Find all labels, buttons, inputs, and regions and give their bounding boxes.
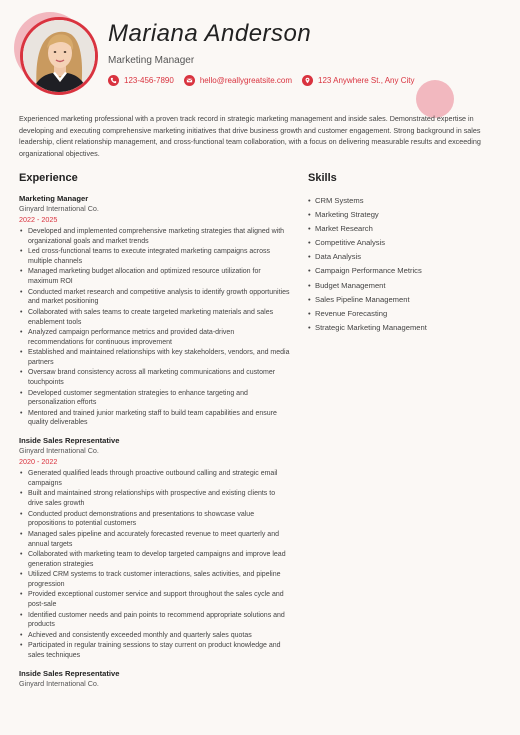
phone-icon	[108, 75, 119, 86]
job-bullet: • Provided exceptional customer service and support throughout the sales cycle and post-sale	[19, 590, 291, 610]
candidate-title: Marketing Manager	[108, 55, 195, 66]
job-role: Inside Sales Representative	[19, 436, 120, 446]
skill-item: • Campaign Performance Metrics	[308, 264, 503, 278]
job-bullet: • Managed marketing budget allocation and optimized resource utilization for maximum ROI	[19, 267, 291, 287]
skill-item: • Strategic Marketing Management	[308, 321, 503, 335]
job-bullets	[19, 227, 291, 428]
job-bullet: • Conducted product demonstrations and presentations to showcase value propositions to potential customers	[19, 510, 291, 530]
job-bullet: • Mentored and trained junior marketing staff to build team capabilities and ensure quality deliverables	[19, 409, 291, 429]
skill-item: • Marketing Strategy	[308, 208, 503, 222]
job-role: Marketing Manager	[19, 194, 89, 203]
job-bullet: • Conducted market research and competitive analysis to identify growth opportunities and market positioning	[19, 288, 291, 308]
job-entry	[19, 669, 291, 689]
job-bullet: • Developed and implemented comprehensive marketing strategies that aligned with organizational goals and market trends	[19, 227, 291, 247]
job-company: Ginyard International Co.	[19, 678, 99, 688]
skill-item: • Market Research	[308, 222, 503, 236]
job-bullet: • Participated in regular training sessions to stay current on product knowledge and sales techniques	[19, 641, 291, 661]
job-bullet: • Established and maintained relationships with key stakeholders, vendors, and media partners	[19, 348, 291, 368]
job-bullet: • Led cross-functional teams to execute integrated marketing campaigns across multiple channels	[19, 247, 291, 267]
contact-email[interactable]	[184, 75, 292, 86]
skill-item: • Sales Pipeline Management	[308, 293, 503, 307]
contact-row	[108, 75, 425, 86]
job-bullets	[19, 469, 291, 660]
job-bullet: • Utilized CRM systems to track customer interactions, sales activities, and pipeline progression	[19, 570, 291, 590]
skill-item: • Budget Management	[308, 279, 503, 293]
job-bullet: • Achieved and consistently exceeded monthly and quarterly sales quotas	[19, 631, 291, 641]
job-bullet: • Oversaw brand consistency across all marketing communications and customer touchpoints	[19, 368, 291, 388]
job-bullet: • Collaborated with marketing team to develop targeted campaigns and improve lead generation strategies	[19, 550, 291, 570]
job-bullet: • Managed sales pipeline and accurately forecasted revenue to meet quarterly and annual targets	[19, 530, 291, 550]
skills-heading: Skills	[308, 172, 337, 184]
skills-section	[308, 172, 503, 335]
email-icon	[184, 75, 195, 86]
job-entry	[19, 436, 291, 660]
job-dates: 2020 - 2022	[19, 457, 58, 467]
experience-section	[19, 172, 291, 697]
job-company: Ginyard International Co.	[19, 446, 99, 456]
skill-item: • CRM Systems	[308, 194, 503, 208]
skills-list	[308, 194, 503, 335]
address-text: 123 Anywhere St., Any City	[318, 76, 415, 85]
job-bullet: • Collaborated with sales teams to create targeted marketing materials and sales enablement tools	[19, 308, 291, 328]
location-icon	[302, 75, 313, 86]
contact-address	[302, 75, 415, 86]
job-role: Inside Sales Representative	[19, 668, 120, 678]
job-bullet: • Generated qualified leads through proactive outbound calling and strategic email campaigns	[19, 469, 291, 489]
skill-item: • Revenue Forecasting	[308, 307, 503, 321]
skill-item: • Data Analysis	[308, 250, 503, 264]
contact-phone[interactable]	[108, 75, 174, 86]
job-entry	[19, 194, 291, 428]
candidate-name: Mariana Anderson	[108, 20, 312, 47]
email-text: hello@reallygreatsite.com	[199, 76, 292, 85]
portrait-image	[23, 20, 95, 92]
job-bullet: • Analyzed campaign performance metrics and provided data-driven recommendations for continuous improvement	[19, 328, 291, 348]
job-bullet: • Identified customer needs and pain points to recommend appropriate solutions and products	[19, 611, 291, 631]
job-company: Ginyard International Co.	[19, 204, 99, 213]
phone-text: 123-456-7890	[124, 76, 174, 85]
job-bullet: • Developed customer segmentation strategies to enhance targeting and personalization efforts	[19, 389, 291, 409]
skill-item: • Competitive Analysis	[308, 236, 503, 250]
experience-heading: Experience	[19, 172, 78, 184]
profile-summary: Experienced marketing professional with a proven track record in strategic marketing management and inside sales. Demonstrated expertise in developing and executing comprehensive marketing initiatives that drive business growth and customer engagement. Strong background in sales leadership, client relationship management, and cross-functional team collaboration, with a focus on delivering measurable results and exceeding organizational objectives.	[19, 114, 481, 158]
job-dates: 2022 - 2025	[19, 215, 58, 224]
avatar	[20, 17, 98, 95]
job-bullet: • Built and maintained strong relationships with prospective and existing clients to drive sales growth	[19, 489, 291, 509]
